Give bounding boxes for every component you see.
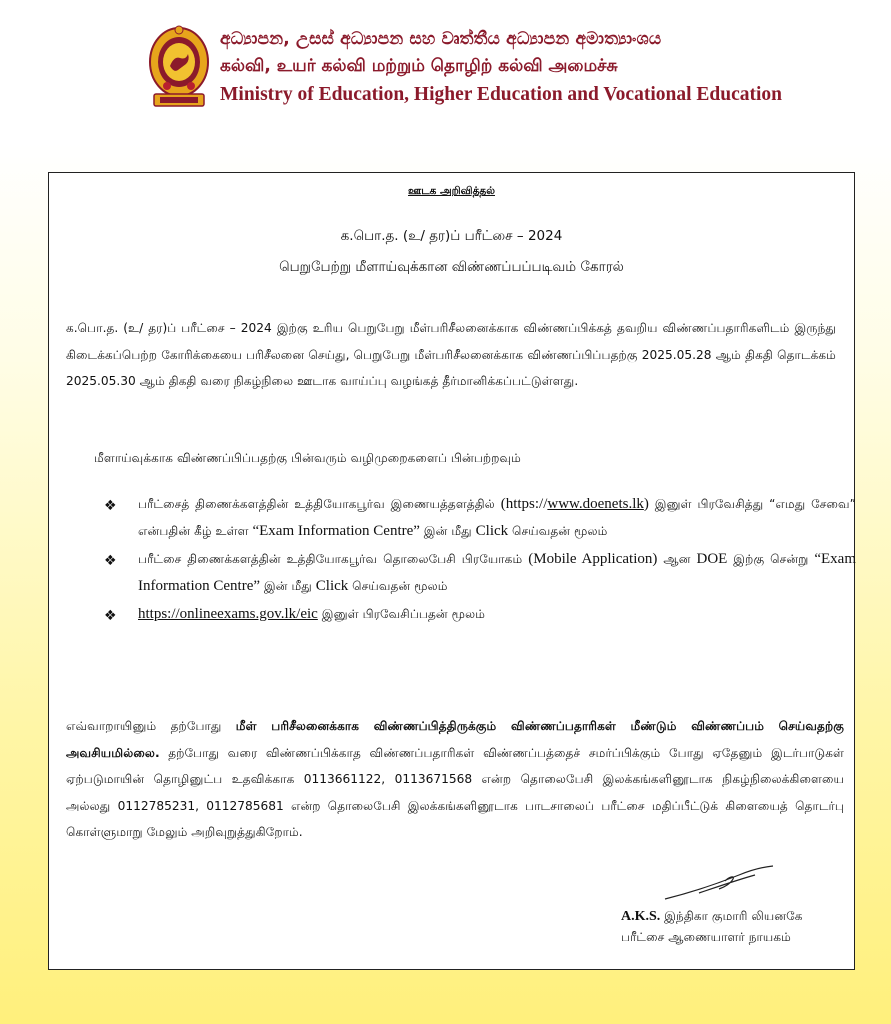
paragraph-announcement: க.பொ.த. (உ/ தர)ப் பரீட்சை – 2024 இற்கு உரிய பெறுபேறு மீள்பரிசீலனைக்காக விண்ணப்பிக்கத் தவறிய விண்ணப்பதாரிகளிடம் இருந்து கிடைக்கப்பெற்ற கோரிக்கையை பரிசீலனை செய்து, பெறுபேறு மீள்பரிசீலனைக்காக விண்ணப்பிப்பதற்கு 2025.05.28 ஆம் திகதி தொடக்கம் 2025.05.30 ஆம் திகதி வரை நிகழ்நிலை ஊடாக வாய்ப்பு வழங்கத் தீர்மானிக்கப்பட்டுள்ளது. <box>66 321 836 388</box>
list-item <box>104 546 856 599</box>
list-item-text: https://onlineexams.gov.lk/eic இனுள் பிரவேசிப்பதன் மூலம் <box>138 606 486 622</box>
list-item-text: பரீட்சை திணைக்களத்தின் உத்தியோகபூர்வ தொலைபேசி பிரயோகம் (Mobile Application) ஆன DOE இற்கு சென்று “Exam Information Centre” இன் மீது Click செய்வதன் மூலம் <box>138 551 856 594</box>
instructions-list <box>104 491 856 630</box>
bullet-icon: ❖ <box>104 553 117 569</box>
list-item <box>104 491 856 544</box>
ministry-name-english: Ministry of Education, Higher Education and Vocational Education <box>220 84 782 105</box>
exam-heading: க.பொ.த. (உ/ தர)ப் பரீட்சை – 2024 <box>340 228 563 244</box>
sri-lanka-emblem-icon <box>148 24 210 110</box>
list-item-text: பரீட்சைத் திணைக்களத்தின் உத்தியோகபூர்வ இணையத்தளத்தில் (https://www.doenets.lk) இனுள் பிரவேசித்து “எமது சேவை” என்பதின் கீழ் உள்ள “Exam Information Centre” இன் மீது Click செய்வதன் மூலம் <box>138 496 856 539</box>
signatory-title: பரீட்சை ஆணையாளர் நாயகம் <box>621 930 791 944</box>
instructions-intro: மீளாய்வுக்காக விண்ணப்பிப்பதற்கு பின்வரும் வழிமுறைகளைப் பின்பற்றவும் <box>94 451 521 465</box>
ministry-name-sinhala: අධ්‍යාපන, උසස් අධ්‍යාපන සහ වෘත්තීය අධ්‍යාපන අමාත්‍යාංශය <box>220 29 662 49</box>
doenets-link[interactable]: (https://www.doenets.lk) <box>500 496 649 512</box>
media-notice <box>48 172 855 970</box>
media-notice-title: ஊடக அறிவித்தல் <box>408 185 495 197</box>
letterhead <box>0 0 891 130</box>
ministry-name-tamil: கல்வி, உயர் கல்வி மற்றும் தொழிற் கல்வி அமைச்சு <box>220 56 618 76</box>
application-heading: பெறுபேற்று மீளாய்வுக்கான விண்ணப்பப்படிவம் கோரல் <box>279 259 624 275</box>
list-item <box>104 601 856 628</box>
bullet-icon: ❖ <box>104 498 117 514</box>
bullet-icon: ❖ <box>104 608 117 624</box>
signatory-name: A.K.S. இந்திகா குமாரி லியனகே <box>621 909 803 924</box>
signature-icon <box>659 863 779 905</box>
paragraph-contact: எவ்வாறாயினும் தற்போது மீள் பரிசீலனைக்காக விண்ணப்பித்திருக்கும் விண்ணப்பதாரிகள் மீண்டும் விண்ணப்பம் செய்வதற்கு அவசியமில்லை. தற்போது வரை விண்ணப்பிக்காத விண்ணப்பதாரிகள் விண்ணப்பத்தைச் சமர்ப்பிக்கும் போது ஏதேனும் இடர்பாடுகள் ஏற்படுமாயின் தொழினுட்ப உதவிக்காக 0113661122, 0113671568 என்ற தொலைபேசி இலக்கங்களினூடாக நிகழ்நிலைக்கிளையை அல்லது 0112785231, 0112785681 என்ற தொலைபேசி இலக்கங்களினூடாக பாடசாலைப் பரீட்சை மதிப்பீட்டுக் கிளையைத் தொடர்பு கொள்ளுமாறு மேலும் அறிவுறுத்துகிறோம். <box>66 719 844 839</box>
onlineexams-link[interactable]: https://onlineexams.gov.lk/eic <box>138 606 318 622</box>
